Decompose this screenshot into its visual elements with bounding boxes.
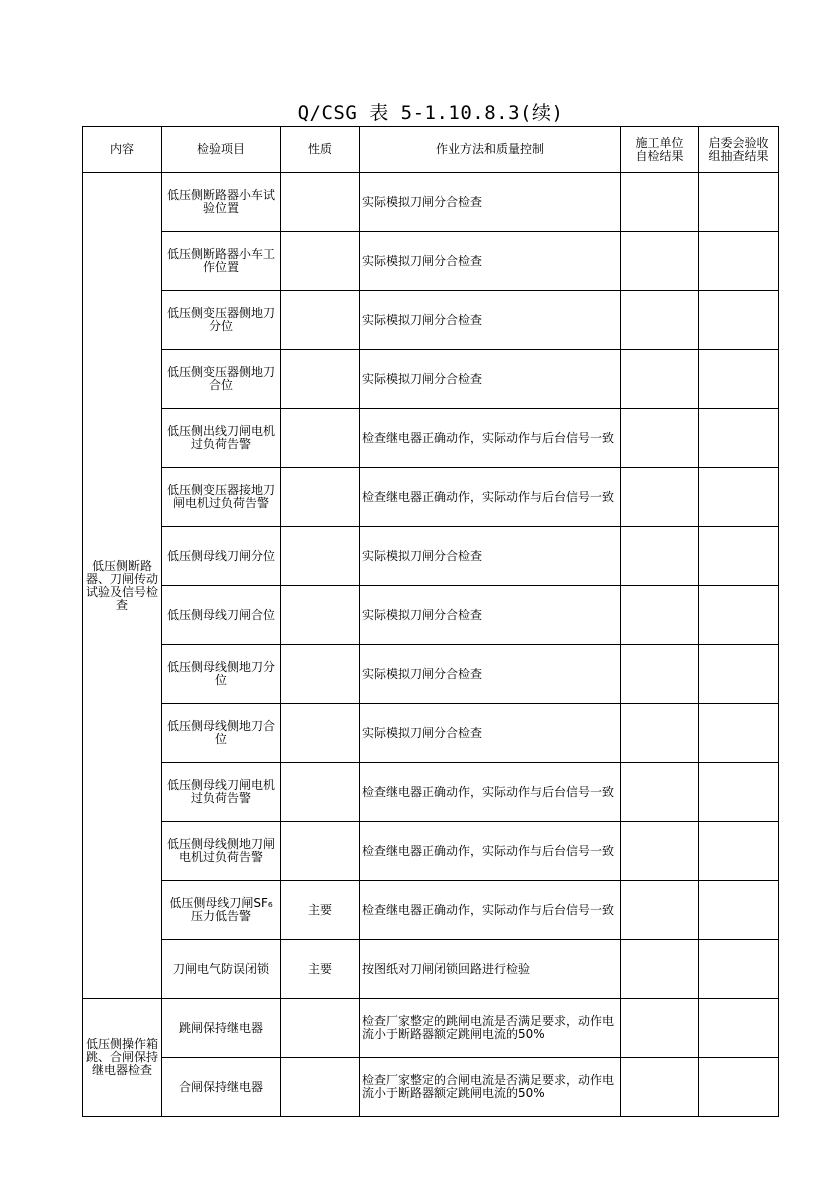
table-row [83, 1058, 779, 1117]
method-cell: 检查厂家整定的跳闸电流是否满足要求，动作电流小于断路器额定跳闸电流的50% [360, 999, 621, 1058]
header-nature: 性质 [281, 127, 360, 173]
committee-check-cell[interactable] [699, 940, 779, 999]
item-cell: 低压侧断路器小车试验位置 [162, 173, 281, 232]
item-cell: 低压侧变压器侧地刀合位 [162, 350, 281, 409]
header-self-check: 施工单位 自检结果 [621, 127, 699, 173]
committee-check-cell[interactable] [699, 350, 779, 409]
self-check-cell[interactable] [621, 409, 699, 468]
method-cell: 实际模拟刀闸分合检查 [360, 173, 621, 232]
method-cell: 实际模拟刀闸分合检查 [360, 232, 621, 291]
inspection-table [82, 126, 779, 1117]
committee-check-cell[interactable] [699, 527, 779, 586]
table-row [83, 763, 779, 822]
self-check-cell[interactable] [621, 291, 699, 350]
self-check-cell[interactable] [621, 527, 699, 586]
item-cell: 低压侧母线刀闸分位 [162, 527, 281, 586]
self-check-cell[interactable] [621, 645, 699, 704]
self-check-cell[interactable] [621, 468, 699, 527]
committee-check-cell[interactable] [699, 763, 779, 822]
self-check-cell[interactable] [621, 999, 699, 1058]
item-cell: 跳闸保持继电器 [162, 999, 281, 1058]
self-check-cell[interactable] [621, 763, 699, 822]
method-cell: 检查继电器正确动作，实际动作与后台信号一致 [360, 468, 621, 527]
method-cell: 检查继电器正确动作，实际动作与后台信号一致 [360, 881, 621, 940]
nature-cell: 主要 [281, 881, 360, 940]
self-check-cell[interactable] [621, 586, 699, 645]
table-row [83, 468, 779, 527]
table-row [83, 291, 779, 350]
header-item: 检验项目 [162, 127, 281, 173]
item-cell: 低压侧变压器接地刀闸电机过负荷告警 [162, 468, 281, 527]
nature-cell [281, 173, 360, 232]
item-cell: 低压侧变压器侧地刀分位 [162, 291, 281, 350]
table-row [83, 586, 779, 645]
item-cell: 低压侧母线侧地刀分位 [162, 645, 281, 704]
nature-cell [281, 232, 360, 291]
method-cell: 实际模拟刀闸分合检查 [360, 527, 621, 586]
committee-check-cell[interactable] [699, 881, 779, 940]
table-row [83, 999, 779, 1058]
method-cell: 实际模拟刀闸分合检查 [360, 645, 621, 704]
nature-cell [281, 527, 360, 586]
table-row [83, 527, 779, 586]
header-row [83, 127, 779, 173]
table-row [83, 822, 779, 881]
item-cell: 低压侧母线刀闸合位 [162, 586, 281, 645]
method-cell: 实际模拟刀闸分合检查 [360, 350, 621, 409]
nature-cell [281, 1058, 360, 1117]
item-cell: 合闸保持继电器 [162, 1058, 281, 1117]
item-cell: 低压侧母线刀闸SF₆ 压力低告警 [162, 881, 281, 940]
table-row [83, 645, 779, 704]
committee-check-cell[interactable] [699, 1058, 779, 1117]
self-check-cell[interactable] [621, 173, 699, 232]
nature-cell [281, 645, 360, 704]
method-cell: 按图纸对刀闸闭锁回路进行检验 [360, 940, 621, 999]
self-check-cell[interactable] [621, 704, 699, 763]
table-row [83, 409, 779, 468]
committee-check-cell[interactable] [699, 822, 779, 881]
category-cell: 低压侧断路器、刀闸传动试验及信号检查 [83, 173, 162, 999]
method-cell: 检查继电器正确动作，实际动作与后台信号一致 [360, 409, 621, 468]
self-check-cell[interactable] [621, 940, 699, 999]
document-title: Q/CSG 表 5-1.10.8.3(续) [297, 102, 564, 124]
item-cell: 刀闸电气防误闭锁 [162, 940, 281, 999]
item-cell: 低压侧母线侧地刀合位 [162, 704, 281, 763]
nature-cell [281, 704, 360, 763]
nature-cell: 主要 [281, 940, 360, 999]
method-cell: 实际模拟刀闸分合检查 [360, 704, 621, 763]
committee-check-cell[interactable] [699, 409, 779, 468]
committee-check-cell[interactable] [699, 173, 779, 232]
self-check-cell[interactable] [621, 1058, 699, 1117]
committee-check-cell[interactable] [699, 586, 779, 645]
table-row [83, 350, 779, 409]
method-cell: 检查继电器正确动作，实际动作与后台信号一致 [360, 763, 621, 822]
nature-cell [281, 409, 360, 468]
method-cell: 检查继电器正确动作，实际动作与后台信号一致 [360, 822, 621, 881]
committee-check-cell[interactable] [699, 645, 779, 704]
nature-cell [281, 586, 360, 645]
table-row [83, 232, 779, 291]
nature-cell [281, 291, 360, 350]
item-cell: 低压侧母线刀闸电机过负荷告警 [162, 763, 281, 822]
item-cell: 低压侧出线刀闸电机过负荷告警 [162, 409, 281, 468]
self-check-cell[interactable] [621, 350, 699, 409]
method-cell: 实际模拟刀闸分合检查 [360, 291, 621, 350]
table-row [83, 940, 779, 999]
committee-check-cell[interactable] [699, 232, 779, 291]
header-committee-check: 启委会验收 组抽查结果 [699, 127, 779, 173]
self-check-cell[interactable] [621, 822, 699, 881]
table-row [83, 881, 779, 940]
method-cell: 实际模拟刀闸分合检查 [360, 586, 621, 645]
nature-cell [281, 468, 360, 527]
committee-check-cell[interactable] [699, 704, 779, 763]
item-cell: 低压侧母线侧地刀闸电机过负荷告警 [162, 822, 281, 881]
nature-cell [281, 350, 360, 409]
self-check-cell[interactable] [621, 881, 699, 940]
nature-cell [281, 763, 360, 822]
table-row [83, 704, 779, 763]
nature-cell [281, 822, 360, 881]
committee-check-cell[interactable] [699, 291, 779, 350]
nature-cell [281, 999, 360, 1058]
committee-check-cell[interactable] [699, 468, 779, 527]
item-cell: 低压侧断路器小车工作位置 [162, 232, 281, 291]
header-method: 作业方法和质量控制 [360, 127, 621, 173]
committee-check-cell[interactable] [699, 999, 779, 1058]
header-content: 内容 [83, 127, 162, 173]
self-check-cell[interactable] [621, 232, 699, 291]
category-cell: 低压侧操作箱跳、合闸保持继电器检查 [83, 999, 162, 1117]
table-row [83, 173, 779, 232]
method-cell: 检查厂家整定的合闸电流是否满足要求，动作电流小于断路器额定跳闸电流的50% [360, 1058, 621, 1117]
